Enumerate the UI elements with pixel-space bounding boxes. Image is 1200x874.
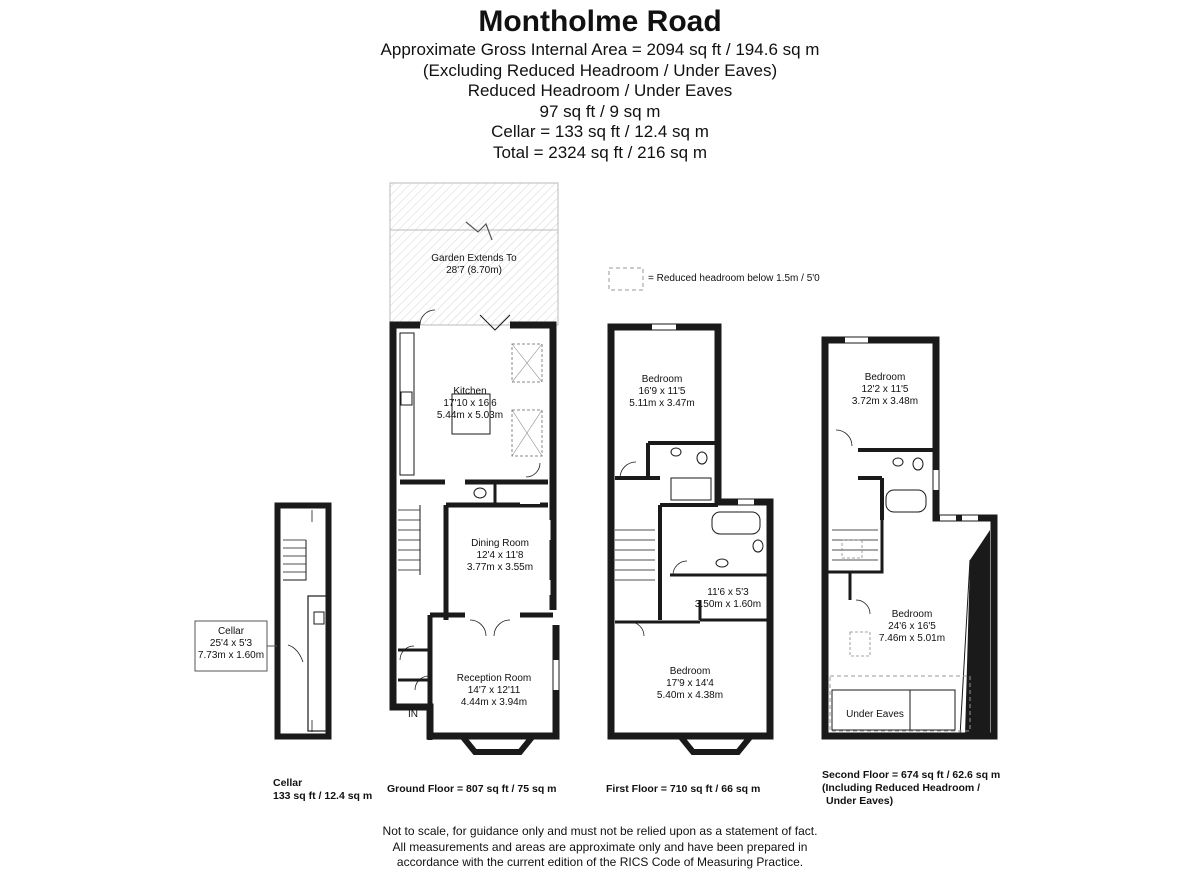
- cellar-caption-1: Cellar: [273, 777, 303, 789]
- ground-floor-labels: [408, 386, 533, 720]
- area-line-1: Approximate Gross Internal Area = 2094 sq ft / 194.6 sq m: [380, 40, 820, 59]
- svg-text:3.77m x 3.55m: 3.77m x 3.55m: [466, 562, 534, 573]
- disclaimer-line-1: Not to scale, for guidance only and must not be relied upon as a statement of fact.: [382, 824, 818, 838]
- svg-text:5.11m x 3.47m: 5.11m x 3.47m: [629, 398, 695, 409]
- garden-label: Garden Extends To: [431, 253, 517, 264]
- dining-room-label: Dining Room: [471, 538, 529, 549]
- garden-area: [390, 183, 558, 325]
- disclaimer: [0, 824, 1200, 871]
- legend-text: = Reduced headroom below 1.5m / 5'0: [648, 273, 820, 284]
- under-eaves-label: Under Eaves: [846, 709, 904, 720]
- disclaimer-line-3: accordance with the current edition of the RICS Code of Measuring Practice.: [396, 855, 804, 869]
- second-floor-caption-1: Second Floor = 674 sq ft / 62.6 sq m: [822, 769, 1001, 781]
- legend: [609, 268, 820, 290]
- ff-small-room-imperial: 11'6 x 5'3: [707, 587, 749, 598]
- entrance-label: IN: [408, 709, 418, 720]
- svg-text:3.72m x 3.48m: 3.72m x 3.48m: [851, 396, 919, 407]
- kitchen-label: Kitchen: [453, 386, 487, 397]
- svg-text:5.44m x 5.03m: 5.44m x 5.03m: [436, 410, 504, 421]
- svg-text:4.44m x 3.94m: 4.44m x 3.94m: [460, 697, 528, 708]
- area-line-5: Cellar = 133 sq ft / 12.4 sq m: [491, 122, 709, 141]
- reduced-headroom-swatch: [609, 268, 643, 290]
- page-title: Montholme Road: [478, 5, 722, 38]
- disclaimer-line-2: All measurements and areas are approximate only and have been prepared in: [392, 839, 808, 854]
- svg-text:17'10 x 16'6: 17'10 x 16'6: [443, 398, 497, 409]
- svg-text:12'4 x 11'8: 12'4 x 11'8: [476, 550, 524, 561]
- svg-text:5.40m x 4.38m: 5.40m x 4.38m: [656, 690, 724, 701]
- svg-text:16'9 x 11'5: 16'9 x 11'5: [638, 386, 686, 397]
- sf-bedroom-rear-label: Bedroom: [864, 372, 906, 383]
- sf-bedroom-main-label: Bedroom: [891, 609, 933, 620]
- first-floor-caption: First Floor = 710 sq ft / 66 sq m: [606, 783, 761, 795]
- first-floor-labels: [629, 374, 761, 701]
- svg-text:3.50m x 1.60m: 3.50m x 1.60m: [694, 599, 762, 610]
- ff-bedroom-rear-label: Bedroom: [641, 374, 683, 385]
- svg-text:17'9 x 14'4: 17'9 x 14'4: [666, 678, 714, 689]
- cellar-plan: [278, 506, 329, 737]
- svg-text:Cellar: Cellar: [217, 626, 245, 637]
- garden-size: 28'7 (8.70m): [446, 265, 502, 276]
- second-floor-caption-2: (Including Reduced Headroom /: [822, 782, 981, 794]
- reception-room-label: Reception Room: [456, 673, 532, 684]
- svg-text:7.73m x 1.60m: 7.73m x 1.60m: [197, 650, 265, 661]
- second-floor-labels: [846, 372, 945, 720]
- svg-text:25'4 x 5'3: 25'4 x 5'3: [209, 638, 253, 649]
- floor-captions: [273, 769, 1000, 807]
- second-floor-caption-3: Under Eaves): [826, 795, 894, 807]
- ff-bedroom-front-label: Bedroom: [669, 666, 711, 677]
- area-line-3: Reduced Headroom / Under Eaves: [467, 81, 733, 100]
- svg-text:24'6 x 16'5: 24'6 x 16'5: [888, 621, 936, 632]
- cellar-label-box: [195, 621, 277, 671]
- area-line-2: (Excluding Reduced Headroom / Under Eaves): [422, 60, 778, 80]
- ground-floor-caption: Ground Floor = 807 sq ft / 75 sq m: [387, 783, 557, 795]
- svg-text:14'7 x 12'11: 14'7 x 12'11: [467, 685, 521, 696]
- svg-text:12'2 x 11'5: 12'2 x 11'5: [861, 384, 909, 395]
- svg-text:7.46m x 5.01m: 7.46m x 5.01m: [878, 633, 946, 644]
- area-line-4: 97 sq ft / 9 sq m: [539, 101, 661, 121]
- area-line-6: Total = 2324 sq ft / 216 sq m: [492, 142, 708, 162]
- cellar-caption-2: 133 sq ft / 12.4 sq m: [273, 790, 373, 802]
